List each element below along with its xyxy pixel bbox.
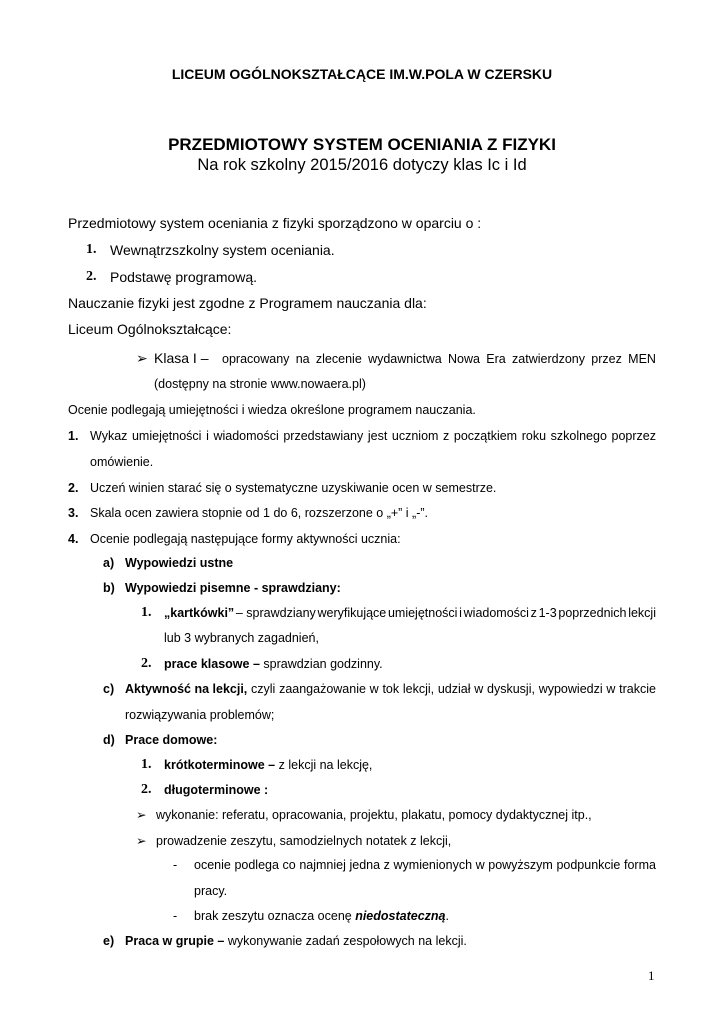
form-d-dash-1-line xyxy=(194,858,656,872)
assessment-intro: Ocenie podlegają umiejętności i wiedza określone programem nauczania. xyxy=(68,403,476,417)
b1-word: umiejętności xyxy=(387,606,458,620)
c-word: w xyxy=(474,682,484,696)
dash-word: podpunkcie xyxy=(556,858,621,872)
dash-word: co xyxy=(282,858,296,872)
dash-2-text: brak zeszytu oznacza ocenę xyxy=(194,909,356,923)
program-word: wydawnictwa xyxy=(368,352,442,366)
b1-word: 1-3 xyxy=(538,606,557,620)
form-b2 xyxy=(164,657,383,671)
program-line-1 xyxy=(222,352,656,366)
dash-word: forma xyxy=(623,858,656,872)
point-num-1: 1. xyxy=(68,429,79,443)
form-b2-num: 2. xyxy=(141,656,152,671)
point-num-2: 2. xyxy=(68,481,79,495)
form-label-b: b) xyxy=(103,581,115,595)
bullet-arrow-icon: ➢ xyxy=(136,808,147,822)
program-word: przez xyxy=(591,352,622,366)
point-word: początkiem xyxy=(453,429,518,443)
point-num-3: 3. xyxy=(68,506,79,520)
praca-w-grupie-label: Praca w grupie – xyxy=(125,934,225,948)
program-word: opracowany xyxy=(222,352,290,366)
point-4: Ocenie podlegają następujące formy aktywności ucznia: xyxy=(90,532,401,546)
dash-icon: - xyxy=(173,858,178,872)
form-b: Wypowiedzi pisemne - sprawdziany: xyxy=(125,581,341,595)
c-word: dyskusji, xyxy=(487,682,535,696)
form-e xyxy=(125,934,467,948)
c-word: udział xyxy=(437,682,471,696)
b1-word: z xyxy=(530,606,537,620)
c-word: trakcie xyxy=(619,682,656,696)
intro-text: Przedmiotowy system oceniania z fizyki sporządzono w oparciu o : xyxy=(68,215,482,231)
dash-word: podlega xyxy=(234,858,279,872)
point-1-line xyxy=(90,429,656,443)
form-a: Wypowiedzi ustne xyxy=(125,556,234,570)
form-label-c: c) xyxy=(103,682,115,696)
form-label-d: d) xyxy=(103,733,115,747)
form-d-dash-2 xyxy=(194,909,449,923)
grade-emphasis: niedostateczną xyxy=(355,909,446,923)
b1-word: i xyxy=(459,606,462,620)
form-b2-text: sprawdzian godzinny. xyxy=(259,657,383,671)
form-d1-text: z lekcji na lekcję, xyxy=(275,758,373,772)
program-line-2: (dostępny na stronie www.nowaera.pl) xyxy=(154,377,366,391)
form-e-text: wykonywanie zadań zespołowych na lekcji. xyxy=(224,934,467,948)
bullet-arrow-icon: ➢ xyxy=(136,834,147,848)
form-b1-num: 1. xyxy=(141,605,152,620)
teaching-text: Nauczanie fizyki jest zgodne z Programem nauczania dla: xyxy=(68,295,427,311)
dash-word: z xyxy=(383,858,390,872)
page-number: 1 xyxy=(648,968,655,983)
dash-word: w xyxy=(475,858,485,872)
dash-2-period: . xyxy=(445,909,449,923)
program-lead: Klasa I – xyxy=(154,350,209,366)
point-word: wiadomości xyxy=(213,429,279,443)
bullet-arrow-icon: ➢ xyxy=(136,350,148,366)
basis-num-2: 2. xyxy=(86,269,97,284)
prace-klasowe-label: prace klasowe – xyxy=(164,657,260,671)
form-d: Prace domowe: xyxy=(125,733,218,747)
form-c-line xyxy=(125,682,656,696)
program-word: Era xyxy=(486,352,506,366)
c-word: w xyxy=(369,682,379,696)
program-word: zlecenie xyxy=(315,352,362,366)
dash-word: powyższym xyxy=(488,858,553,872)
point-num-4: 4. xyxy=(68,532,79,546)
krotkoterminowe-label: krótkoterminowe – xyxy=(164,758,276,772)
b1-word: weryfikujące xyxy=(317,606,387,620)
point-1-cont: omówienie. xyxy=(90,455,154,469)
point-word: przedstawiany xyxy=(283,429,364,443)
dash-icon: - xyxy=(173,909,178,923)
document-subtitle: Na rok szkolny 2015/2016 dotyczy klas Ic i Id xyxy=(197,156,527,174)
form-d2: długoterminowe : xyxy=(164,783,269,797)
point-word: szkolnego xyxy=(550,429,607,443)
point-word: roku xyxy=(521,429,547,443)
form-d2-num: 2. xyxy=(141,782,152,797)
dash-word: ocenie xyxy=(194,858,231,872)
form-d1 xyxy=(164,758,372,772)
form-c-cont: rozwiązywania problemów; xyxy=(125,708,275,722)
kartkowki-label: „kartkówki” xyxy=(164,606,235,620)
program-word: zatwierdzony xyxy=(512,352,585,366)
b1-word: poprzednich xyxy=(558,606,627,620)
c-word: w xyxy=(606,682,616,696)
basis-item-1: Wewnątrzszkolny system oceniania. xyxy=(110,242,335,258)
c-word: zaangażowanie xyxy=(279,682,366,696)
b1-word: wiadomości xyxy=(463,606,529,620)
point-3: Skala ocen zawiera stopnie od 1 do 6, rozszerzone o „+” i „-”. xyxy=(90,506,429,520)
c-word: wypowiedzi xyxy=(538,682,603,696)
program-word: MEN xyxy=(628,352,656,366)
form-d-dash-1-cont: pracy. xyxy=(194,884,228,898)
dash-word: jedna xyxy=(349,858,381,872)
form-d-bullet-2: prowadzenie zeszytu, samodzielnych notatek z lekcji, xyxy=(156,834,452,848)
dash-word: wymienionych xyxy=(393,858,473,872)
point-word: z xyxy=(443,429,450,443)
aktywnosc-label: Aktywność na lekcji, xyxy=(125,682,248,696)
point-word: Wykaz xyxy=(90,429,128,443)
form-label-a: a) xyxy=(103,556,115,570)
form-b1-line xyxy=(164,606,656,620)
form-b1-cont: lub 3 wybranych zagadnień, xyxy=(164,631,319,645)
dash-word: najmniej xyxy=(299,858,346,872)
program-word: Nowa xyxy=(448,352,480,366)
point-word: uczniom xyxy=(391,429,439,443)
c-word: czyli xyxy=(251,682,276,696)
school-name: LICEUM OGÓLNOKSZTAŁCĄCE IM.W.POLA W CZERSKU xyxy=(171,66,553,82)
basis-num-1: 1. xyxy=(86,242,97,257)
form-label-e: e) xyxy=(103,934,115,948)
b1-word: – sprawdziany xyxy=(235,606,316,620)
c-word: lekcji, xyxy=(402,682,435,696)
document-title: PRZEDMIOTOWY SYSTEM OCENIANIA Z FIZYKI xyxy=(168,135,556,154)
basis-item-2: Podstawę programową. xyxy=(110,269,258,285)
point-2: Uczeń winien starać się o systematyczne uzyskiwanie ocen w semestrze. xyxy=(90,481,497,495)
school-type: Liceum Ogólnokształcące: xyxy=(68,321,232,337)
point-word: jest xyxy=(367,429,388,443)
point-word: umiejętności xyxy=(131,429,202,443)
point-word: i xyxy=(206,429,209,443)
point-word: poprzez xyxy=(611,429,656,443)
c-word: tok xyxy=(382,682,400,696)
program-word: na xyxy=(295,352,310,366)
form-d-bullet-1: wykonanie: referatu, opracowania, projektu, plakatu, pomocy dydaktycznej itp., xyxy=(156,808,592,822)
form-d1-num: 1. xyxy=(141,757,152,772)
b1-word: lekcji xyxy=(628,606,656,620)
